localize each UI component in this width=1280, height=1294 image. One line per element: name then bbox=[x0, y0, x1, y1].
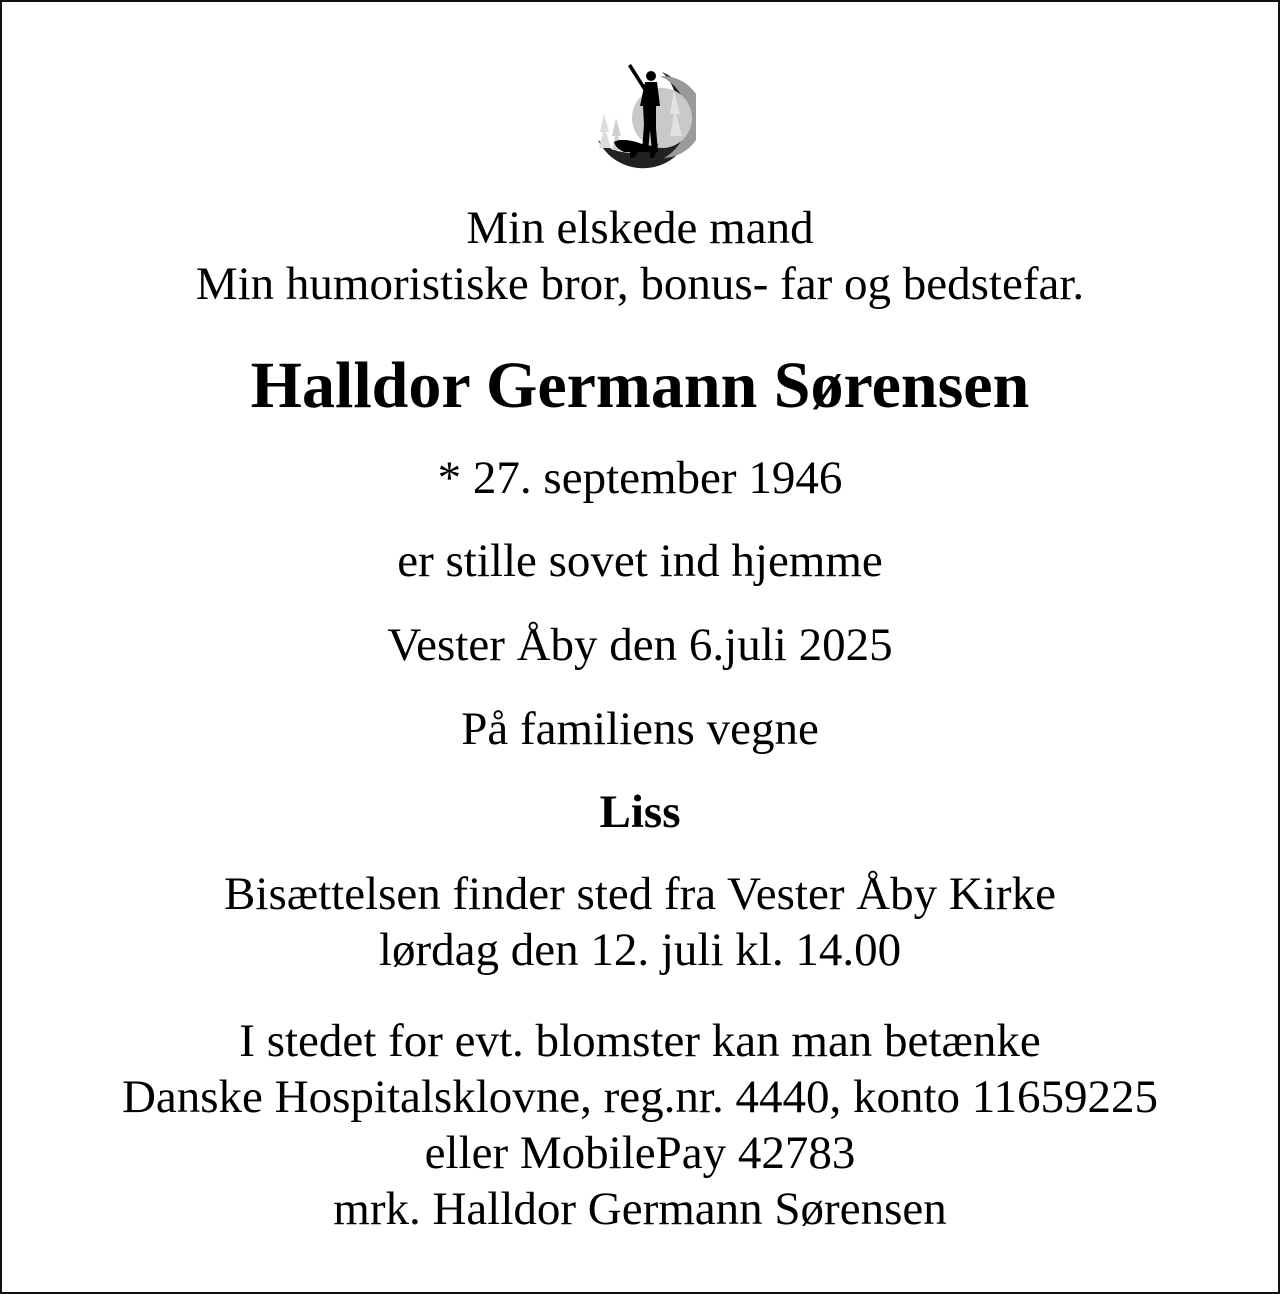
donation-line: eller MobilePay 42783 bbox=[424, 1127, 856, 1179]
birth-date: * 27. september 1946 bbox=[437, 452, 843, 504]
intro-line: Min humoristiske bror, bonus- far og bedstefar. bbox=[195, 258, 1085, 310]
donation-info bbox=[2, 1013, 1278, 1237]
funeral-info bbox=[2, 866, 1278, 978]
intro-text bbox=[2, 200, 1278, 312]
hunter-with-dog-moon-icon bbox=[590, 62, 696, 172]
signer-name: Liss bbox=[599, 786, 681, 838]
donation-line: Danske Hospitalsklovne, reg.nr. 4440, konto 11659225 bbox=[121, 1071, 1159, 1123]
funeral-line: lørdag den 12. juli kl. 14.00 bbox=[378, 924, 902, 976]
passing-text: er stille sovet ind hjemme bbox=[397, 535, 883, 587]
place-and-date: Vester Åby den 6.juli 2025 bbox=[387, 619, 893, 671]
deceased-name: Halldor Germann Sørensen bbox=[250, 349, 1030, 422]
donation-line: mrk. Halldor Germann Sørensen bbox=[333, 1183, 947, 1235]
intro-line: Min elskede mand bbox=[466, 202, 814, 254]
donation-line: I stedet for evt. blomster kan man betænke bbox=[239, 1015, 1041, 1067]
on-behalf-text: På familiens vegne bbox=[461, 703, 819, 755]
funeral-line: Bisættelsen finder sted fra Vester Åby Kirke bbox=[224, 868, 1056, 920]
